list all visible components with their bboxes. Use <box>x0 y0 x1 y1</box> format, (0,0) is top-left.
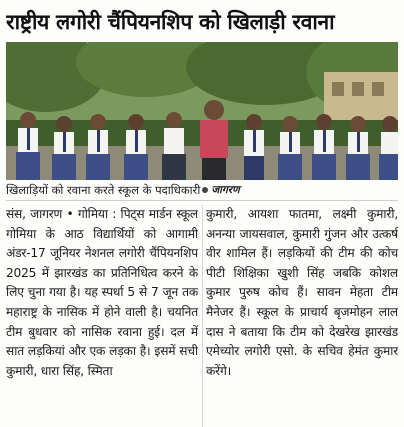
column-divider <box>202 205 203 427</box>
article-column-1 <box>6 205 198 427</box>
team-photo-illustration <box>6 42 398 180</box>
column-1-text: संस, जागरण • गोमिया : पिट्स मार्डन स्कूल गोमिया के आठ विद्यार्थियों को आगामी अंडर-17 जूनियर नेशनल लगोरी चैंपियनशिप 2025 में झारखंड का प्रतिनिधित्व करने के लिए चुना गया है। यह स्पर्धा 5 से 7 जून तक महाराष्ट्र के नासिक में होने वाली है। चयनित टीम बुधवार को नासिक रवाना हुई। दल में सात लड़कियां और एक लड़का है। इसमें सची कुमारी, धारा सिंह, स्मिता <box>6 207 198 378</box>
photo-caption <box>6 180 398 201</box>
article-column-2 <box>206 205 398 427</box>
team-photo <box>6 42 398 180</box>
headline: राष्ट्रीय लगोरी चैंपियनशिप को खिलाड़ी रवाना <box>6 10 335 34</box>
article-body <box>6 205 398 427</box>
column-2-text: कुमारी, आयशा फातमा, लक्ष्मी कुमारी, अनन्या जायसवाल, कुमारी गुंजन और उत्कर्ष वीर शामिल हैं। लड़कियों की टीम की कोच पीटी शिक्षिका खुशी सिंह जबकि कोशल कुमार पुरुष कोच हैं। सावन मेहता टीम मैनेजर हैं। स्कूल के प्राचार्य बृजमोहन लाल दास ने बताया कि टीम को देखरेख झारखंड एमेच्योर लगोरी एसो. के सचिव हेमंत कुमार करेंगे। <box>206 207 398 378</box>
caption-bullet-icon <box>202 187 208 193</box>
caption-agency: जागरण <box>211 184 240 196</box>
caption-text: खिलाड़ियों को रवाना करते स्कूल के पदाधिकारी <box>6 182 201 197</box>
